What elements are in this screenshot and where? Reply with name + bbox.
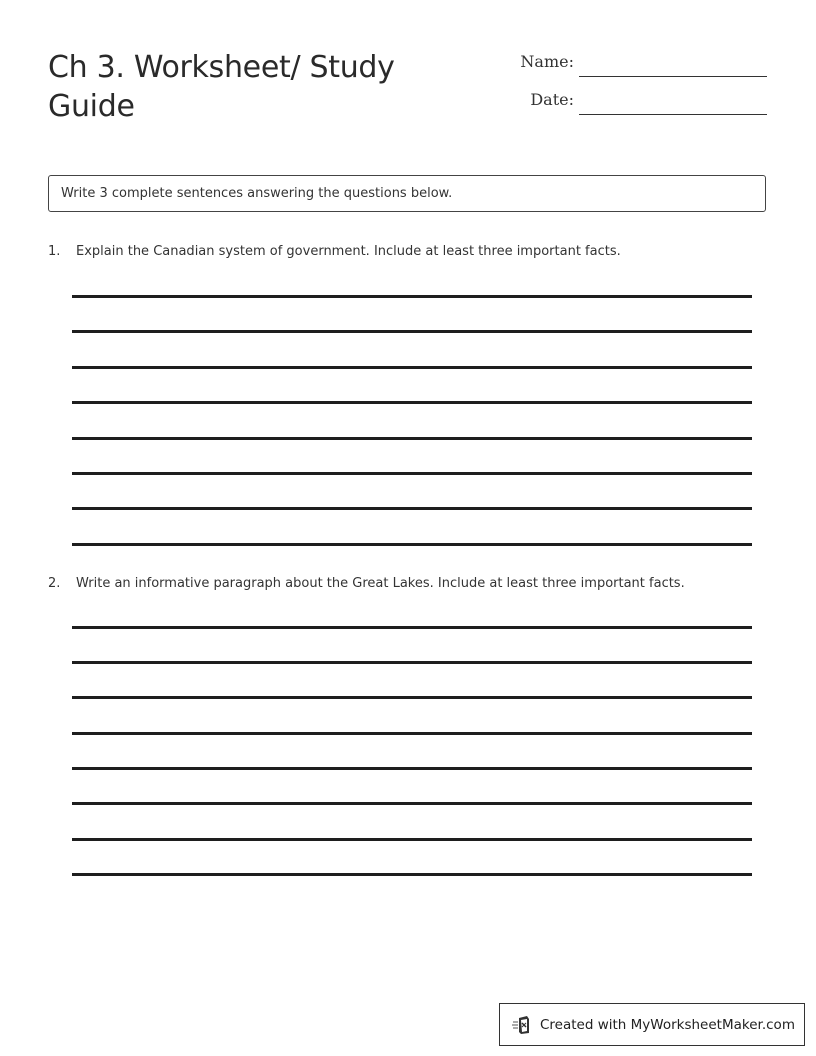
name-label: Name: (520, 52, 574, 71)
answer-line (72, 330, 752, 333)
name-row (500, 52, 770, 90)
answer-line (72, 437, 752, 440)
footer-credit[interactable] (499, 1003, 805, 1046)
question-text: Write an informative paragraph about the Great Lakes. Include at least three important facts. (76, 576, 685, 591)
question-number: 1. (48, 244, 61, 259)
answer-line (72, 472, 752, 475)
answer-line (72, 507, 752, 510)
student-info (500, 52, 770, 128)
question-text: Explain the Canadian system of government. Include at least three important facts. (76, 244, 621, 259)
name-field[interactable] (579, 76, 767, 77)
answer-line (72, 295, 752, 298)
footer-text: Created with MyWorksheetMaker.com (540, 1016, 795, 1033)
answer-line (72, 767, 752, 770)
answer-line (72, 802, 752, 805)
date-label: Date: (530, 90, 574, 109)
answer-line (72, 543, 752, 546)
answer-line (72, 661, 752, 664)
answer-line (72, 626, 752, 629)
answer-line (72, 732, 752, 735)
answer-line (72, 366, 752, 369)
answer-line (72, 401, 752, 404)
question-number: 2. (48, 576, 61, 591)
page-title: Ch 3. Worksheet/ Study Guide (48, 50, 395, 124)
answer-line (72, 696, 752, 699)
date-field[interactable] (579, 114, 767, 115)
answer-line (72, 873, 752, 876)
instructions-box: Write 3 complete sentences answering the questions below. (48, 175, 766, 212)
worksheet-maker-logo-icon (512, 1015, 532, 1035)
date-row (500, 90, 770, 128)
answer-line (72, 838, 752, 841)
